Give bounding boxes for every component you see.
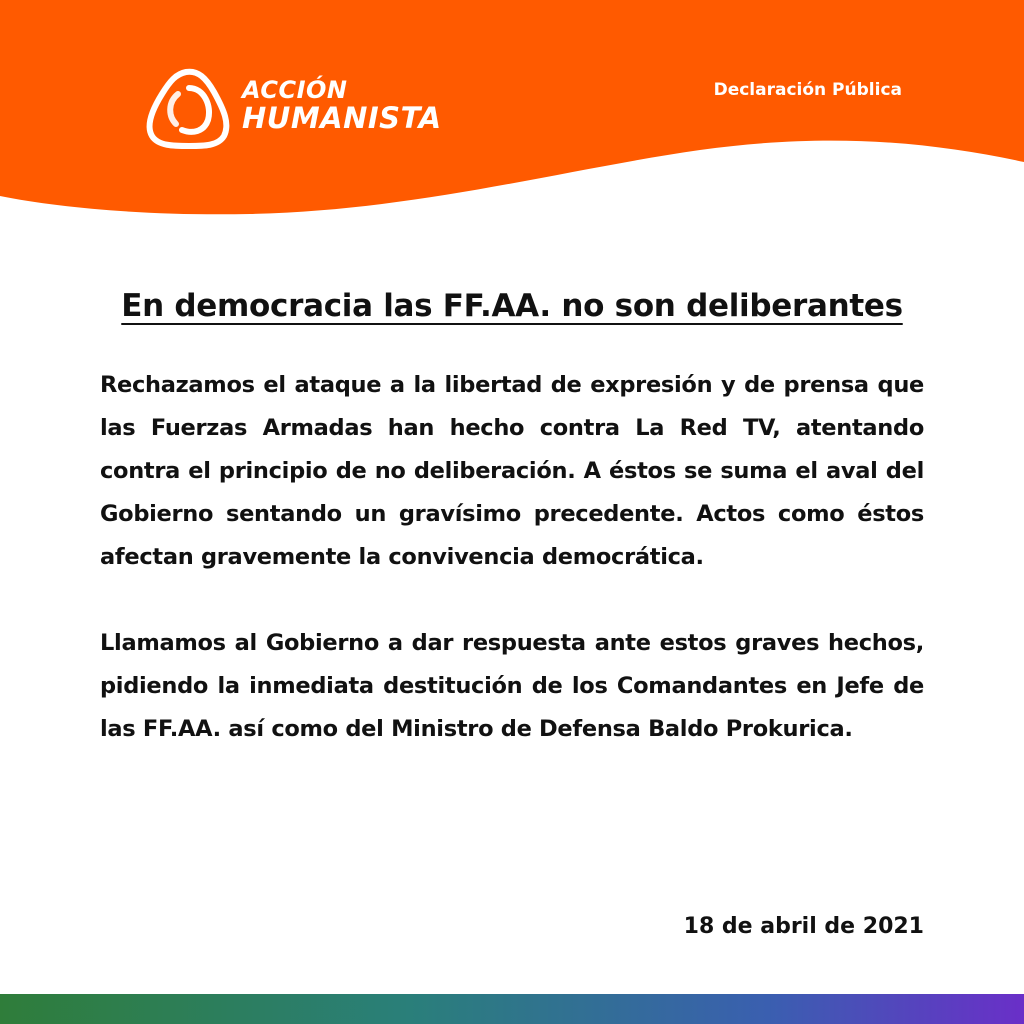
paragraph-2: Llamamos al Gobierno a dar respuesta ante estos graves hechos, pidiendo la inmediata destitución de los Comandantes en Jefe de las FF.AA. así como del Ministro de Defensa Baldo Prokurica. [100, 630, 924, 742]
triangle-logo-icon [146, 66, 232, 150]
brand-name-line2: HUMANISTA [242, 101, 442, 135]
document-title: En democracia las FF.AA. no son deliberantes [121, 288, 903, 324]
paragraph-1: Rechazamos el ataque a la libertad de expresión y de prensa que las Fuerzas Armadas han hecho contra La Red TV, atentando contra el principio de no deliberación. A éstos se suma el aval del Gobierno sentando un gravísimo precedente. Actos como éstos afectan gravemente la convivencia democrática. [100, 372, 924, 570]
footer-gradient-bar [0, 994, 1024, 1024]
brand-name-line1: ACCIÓN [242, 76, 348, 104]
declaration-label: Declaración Pública [713, 80, 902, 100]
document-body [100, 364, 924, 751]
brand-logo [146, 66, 446, 150]
document-date: 18 de abril de 2021 [683, 914, 924, 939]
brand-wordmark [242, 78, 442, 133]
